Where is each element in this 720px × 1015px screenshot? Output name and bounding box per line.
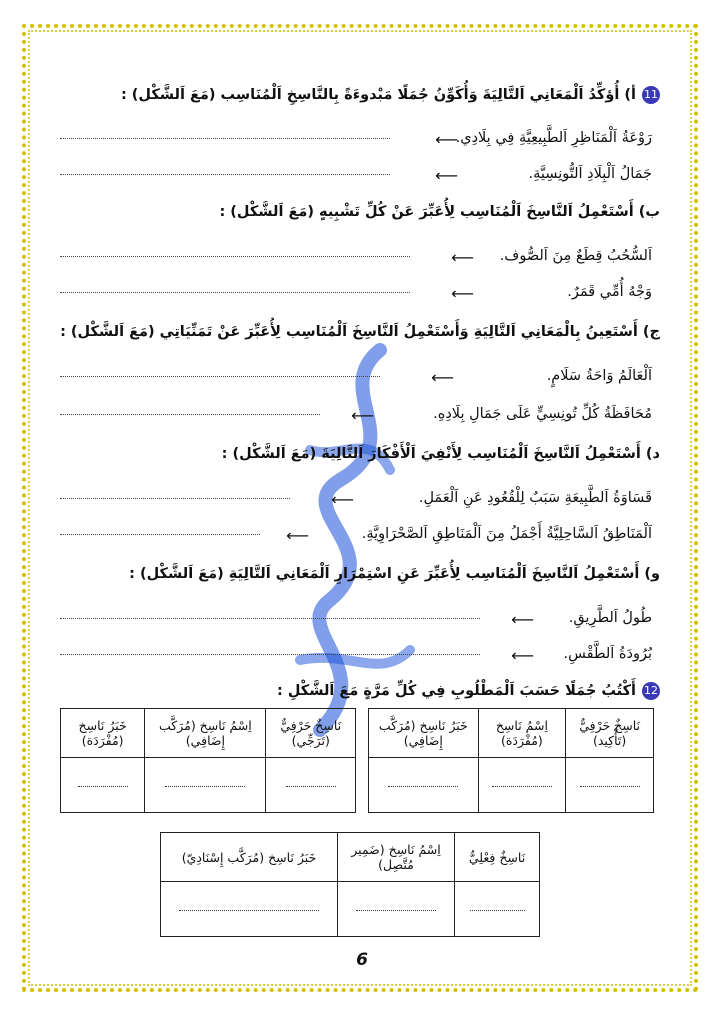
exercise-11d-item-1: قَسَاوَةُ اَلطَّبِيعَةِ سَبَبٌ لِلْقُعُودِ عَنِ اَلْعَمَلِ. ⟵ bbox=[60, 490, 652, 510]
table-cell-input[interactable] bbox=[369, 758, 479, 813]
arrow-left-icon: ⟵ bbox=[331, 490, 352, 509]
exercise-11a-item-2: جَمَالُ اَلْبِلَادِ اَلتُّونِسِيَّةِ. ⟵ bbox=[60, 166, 652, 186]
page-number: 6 bbox=[356, 950, 368, 970]
table-3 bbox=[160, 832, 540, 937]
arrow-left-icon: ⟵ bbox=[351, 406, 372, 425]
exercise-11c-item-2: مُحَافَظَةُ كُلِّ تُونِسِيٍّ عَلَى جَمَالِ بِلَادِهِ. ⟵ bbox=[60, 406, 652, 426]
exercise-11e-item-2: بُرُودَةُ اَلطَّقْسِ. ⟵ bbox=[60, 646, 652, 666]
exercise-number-badge: 11 bbox=[642, 86, 660, 104]
arrow-left-icon: ⟵ bbox=[431, 368, 452, 387]
exercise-11a-item-1: رَوْعَةُ اَلْمَنَاظِرِ اَلطَّبِيعِيَّةِ فِي بِلَادِي. ⟵ bbox=[60, 130, 652, 150]
exercise-11e-heading: و) أَسْتَعْمِلُ اَلنَّاسِخَ اَلْمُنَاسِب لِأُعَبِّرَ عَنِ اسْتِمْرَارِ اَلْمَعَانِي اَلتَّالِيَةِ (مَعَ اَلشَّكْل) : bbox=[129, 566, 660, 582]
table-cell-input[interactable] bbox=[478, 758, 566, 813]
table-cell-input[interactable] bbox=[161, 882, 338, 937]
table-cell-input[interactable] bbox=[145, 758, 266, 813]
answer-line[interactable] bbox=[60, 292, 410, 293]
table-1-header-3: خَبَرُ نَاسِخ (مُرَكَّب إِضَافِي) bbox=[369, 709, 479, 758]
exercise-11b-item-2: وَجْهُ أُمِّي قَمَرٌ. ⟵ bbox=[60, 284, 652, 304]
exercise-11c-item-1: اَلْعَالَمُ وَاحَةُ سَلَامٍ. ⟵ bbox=[60, 368, 652, 388]
answer-line[interactable] bbox=[60, 498, 290, 499]
table-1 bbox=[368, 708, 654, 813]
arrow-left-icon: ⟵ bbox=[286, 526, 307, 545]
exercise-11d-item-2: اَلْمَنَاطِقُ اَلسَّاحِلِيَّةُ أَجْمَلُ مِنَ اَلْمَنَاطِقِ اَلصَّحْرَاوِيَّةِ. ⟵ bbox=[60, 526, 652, 546]
arrow-left-icon: ⟵ bbox=[451, 248, 472, 267]
table-2-header-1: نَاسِخٌ حَرْفِيٌّ (تَرَجِّي) bbox=[266, 709, 356, 758]
exercise-11a-heading: 11أ) أُؤكِّدُ اَلْمَعَانِي اَلتَّالِيَةَ وَأُكَوِّنُ جُمَلًا مَبْدوءَةً بِالنَّاسِخِ اَلْمُنَاسِب (مَعَ اَلشَّكْل) : bbox=[120, 87, 658, 103]
arrow-left-icon: ⟵ bbox=[435, 130, 456, 149]
exercise-11c-heading: ج) أَسْتَعِينُ بِالْمَعَانِي اَلتَّالِيَةِ وَأَسْتَعْمِلُ اَلنَّاسِخَ اَلْمُنَاسِب لِأُعَبِّرَ عَنْ تَمَنِّيَاتِي (مَعَ اَلشَّكْل) : bbox=[60, 324, 660, 340]
table-3-header-2: اِسْمُ نَاسِخ (ضَمِير مُتَّصِل) bbox=[338, 833, 455, 882]
answer-line[interactable] bbox=[60, 534, 260, 535]
arrow-left-icon: ⟵ bbox=[511, 610, 532, 629]
exercise-number-badge: 12 bbox=[642, 682, 660, 700]
exercise-11e-item-1: طُولُ اَلطَّرِيقِ. ⟵ bbox=[60, 610, 652, 630]
answer-line[interactable] bbox=[60, 138, 390, 139]
table-1-header-1: نَاسِخٌ حَرْفِيٌّ (تَأْكِيد) bbox=[566, 709, 654, 758]
table-cell-input[interactable] bbox=[566, 758, 654, 813]
table-cell-input[interactable] bbox=[266, 758, 356, 813]
arrow-left-icon: ⟵ bbox=[435, 166, 456, 185]
exercise-11d-heading: د) أَسْتَعْمِلُ اَلنَّاسِخَ اَلْمُنَاسِب لِأَنْفِيَ اَلْأَفْكَارَ اَلتَّالِيَةَ (مَعَ اَلشَّكْل) : bbox=[221, 446, 660, 462]
table-3-header-3: خَبَرُ نَاسِخ (مُرَكَّب إِسْنَادِيّ) bbox=[161, 833, 338, 882]
table-1-header-2: اِسْمُ نَاسِخ (مُفْرَدَة) bbox=[478, 709, 566, 758]
answer-line[interactable] bbox=[60, 376, 380, 377]
exercise-11b-item-1: اَلسُّحُبُ قِطَعٌ مِنَ اَلصُّوف. ⟵ bbox=[60, 248, 652, 268]
table-cell-input[interactable] bbox=[61, 758, 145, 813]
answer-line[interactable] bbox=[60, 256, 410, 257]
table-cell-input[interactable] bbox=[338, 882, 455, 937]
answer-line[interactable] bbox=[60, 174, 390, 175]
answer-line[interactable] bbox=[60, 414, 320, 415]
table-cell-input[interactable] bbox=[455, 882, 540, 937]
table-3-header-1: نَاسِخٌ فِعْلِيٌّ bbox=[455, 833, 540, 882]
answer-line[interactable] bbox=[60, 654, 480, 655]
exercise-11b-heading: ب) أَسْتَعْمِلُ اَلنَّاسِخَ اَلْمُنَاسِب لِأُعَبِّرَ عَنْ كُلِّ تَشْبِيهٍ (مَعَ اَلشَّكْل) : bbox=[219, 204, 660, 220]
exercise-12-heading: 12أَكْتُبُ جُمَلًا حَسَبَ اَلْمَطْلُوبِ فِي كُلِّ مَرَّةٍ مَعَ اَلشَّكْلِ : bbox=[276, 683, 658, 699]
table-2 bbox=[60, 708, 356, 813]
arrow-left-icon: ⟵ bbox=[511, 646, 532, 665]
arrow-left-icon: ⟵ bbox=[451, 284, 472, 303]
table-2-header-2: اِسْمُ نَاسِخ (مُرَكَّب إِضَافِي) bbox=[145, 709, 266, 758]
answer-line[interactable] bbox=[60, 618, 480, 619]
table-2-header-3: خَبَرُ نَاسِخ (مُفْرَدَة) bbox=[61, 709, 145, 758]
